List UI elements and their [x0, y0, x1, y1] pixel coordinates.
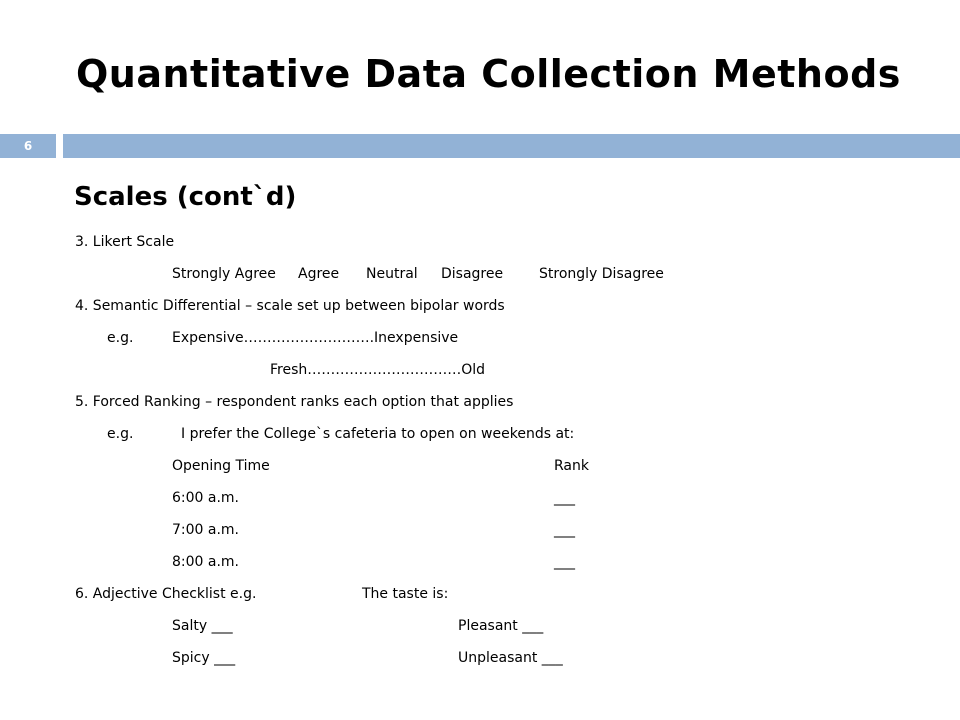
rank-blank: ___ [554, 554, 575, 570]
semantic-pair: Expensive……………………….Inexpensive [172, 330, 459, 346]
semantic-eg: e.g. [107, 330, 134, 346]
time-option: 7:00 a.m. [172, 522, 240, 538]
likert-option: Agree [298, 266, 340, 282]
column-header-time: Opening Time [172, 458, 270, 474]
semantic-pair: Fresh……………………………Old [270, 362, 486, 378]
section-subtitle: Scales (cont`d) [74, 182, 297, 212]
adjective-heading: 6. Adjective Checklist e.g. [75, 586, 257, 602]
forced-prompt: I prefer the College`s cafeteria to open on weekends at: [181, 426, 575, 442]
rank-blank: ___ [554, 522, 575, 538]
adjective-item: Pleasant ___ [458, 618, 544, 634]
adjective-item: Unpleasant ___ [458, 650, 563, 666]
likert-option: Strongly Disagree [539, 266, 664, 282]
forced-eg: e.g. [107, 426, 134, 442]
time-option: 8:00 a.m. [172, 554, 240, 570]
rank-blank: ___ [554, 490, 575, 506]
adjective-item: Salty ___ [172, 618, 233, 634]
time-option: 6:00 a.m. [172, 490, 240, 506]
likert-option: Neutral [366, 266, 418, 282]
column-header-rank: Rank [554, 458, 589, 474]
likert-heading: 3. Likert Scale [75, 234, 175, 250]
header-band [63, 134, 960, 158]
forced-heading: 5. Forced Ranking – respondent ranks each option that applies [75, 394, 514, 410]
adjective-item: Spicy ___ [172, 650, 236, 666]
likert-option: Strongly Agree [172, 266, 276, 282]
slide-number: 6 [0, 134, 56, 158]
likert-option: Disagree [441, 266, 504, 282]
adjective-prompt: The taste is: [362, 586, 449, 602]
semantic-heading: 4. Semantic Differential – scale set up between bipolar words [75, 298, 505, 314]
slide-title: Quantitative Data Collection Methods [76, 52, 901, 96]
